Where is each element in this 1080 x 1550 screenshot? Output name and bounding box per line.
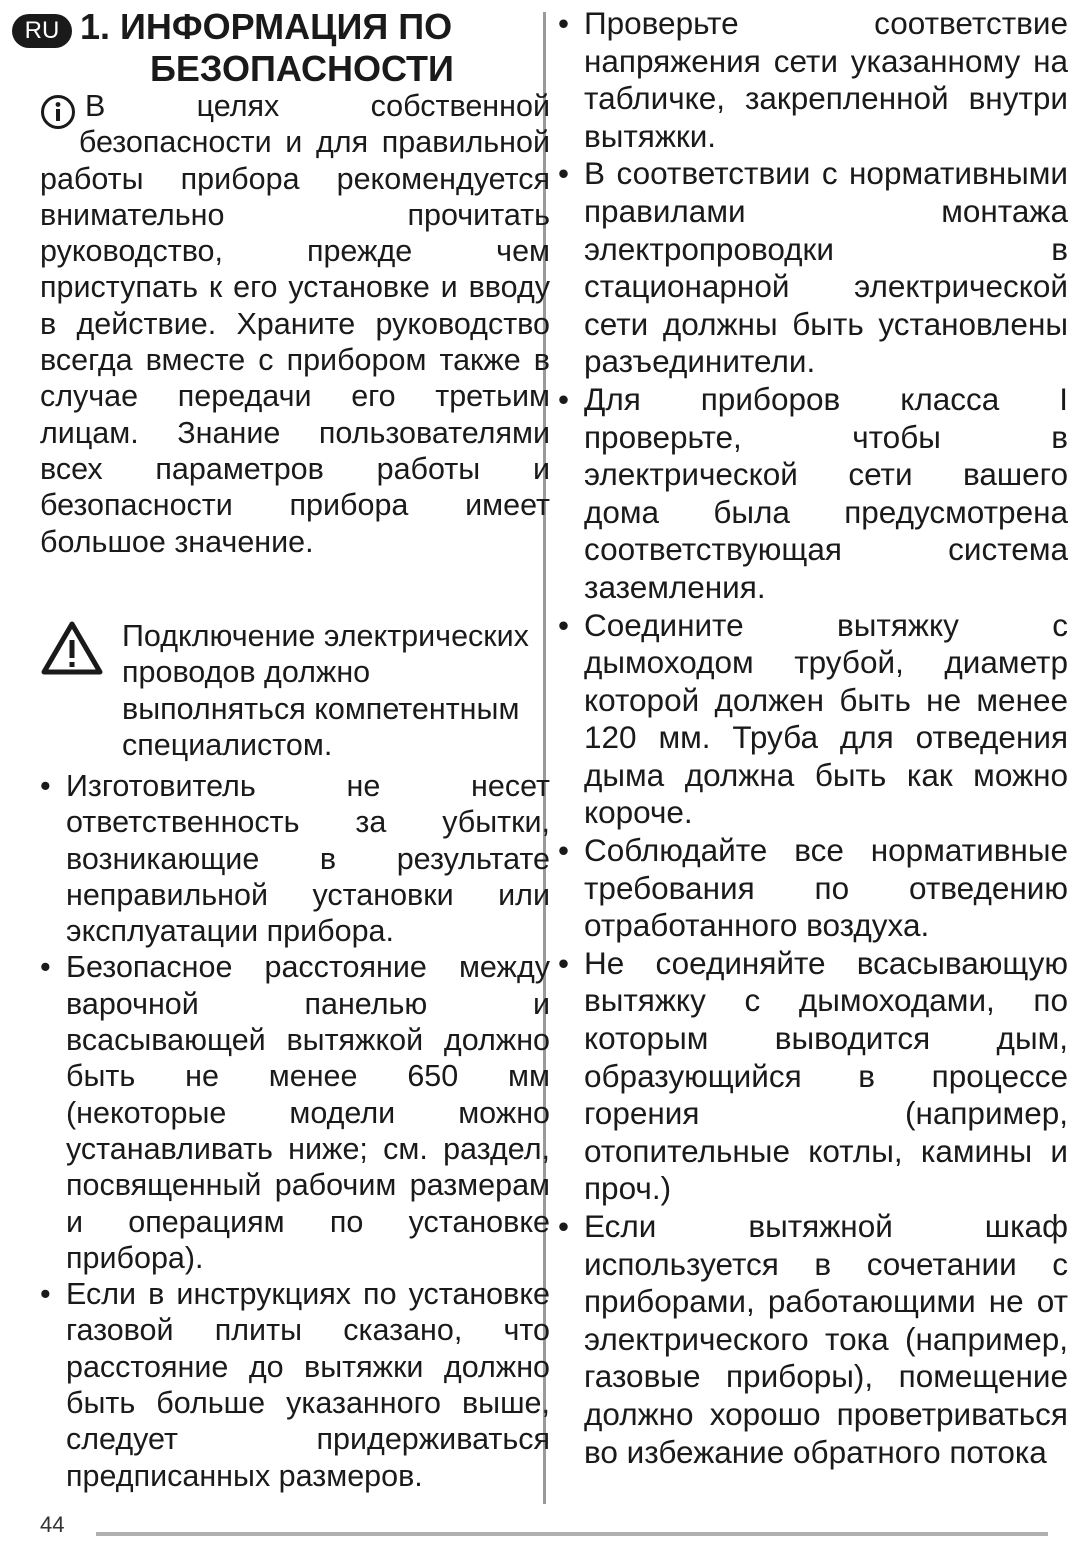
left-safety-list xyxy=(40,768,550,1494)
info-icon xyxy=(40,94,76,130)
warning-text: Подключение электрических проводов должно выполняться компетентным специалистом. xyxy=(122,619,529,762)
page-number: 44 xyxy=(40,1512,65,1537)
list-item: • Если вытяжной шкаф используется в сочетании с приборами, работающими не от электрического тока (например, газовые приборы), помещение должно хорошо проветриваться во избежание обратного потока xyxy=(584,1208,1068,1471)
list-item: • Изготовитель не несет ответственность за убытки, возникающие в результате неправильной установки или эксплуатации прибора. xyxy=(40,768,550,949)
footer-rule xyxy=(96,1532,1048,1536)
list-item: • Если в инструкциях по установке газовой плиты сказано, что расстояние до вытяжки должно быть больше указанного выше, следует придерживаться предписанных размеров. xyxy=(40,1276,550,1494)
list-item: • В соответствии с нормативными правилами монтажа электропроводки в стационарной электрической сети должны быть установлены разъединители. xyxy=(584,155,1068,381)
section-heading xyxy=(80,6,480,90)
list-item: • Соблюдайте все нормативные требования по отведению отработанного воздуха. xyxy=(584,832,1068,945)
list-item: • Не соединяйте всасывающую вытяжку с дымоходами, по которым выводится дым, образующийся в процессе горения (например, отопительные котлы, камины и проч.) xyxy=(584,945,1068,1208)
intro-block xyxy=(40,88,550,560)
warning-triangle-icon xyxy=(40,620,104,676)
list-item: • Проверьте соответствие напряжения сети указанному на табличке, закрепленной внутри вытяжки. xyxy=(584,5,1068,155)
list-item: • Безопасное расстояние между варочной панелью и всасывающей вытяжкой должно быть не менее 650 мм (некоторые модели можно устанавливать ниже; см. раздел, посвященный рабочим размерам и операциям по установке прибора). xyxy=(40,949,550,1276)
heading-line-1: 1. ИНФОРМАЦИЯ ПО xyxy=(80,6,453,47)
heading-line-2: БЕЗОПАСНОСТИ xyxy=(150,48,454,89)
list-item: • Для приборов класса I проверьте, чтобы в электрической сети вашего дома была предусмотрена соответствующая система заземления. xyxy=(584,381,1068,607)
language-badge: RU xyxy=(12,14,72,48)
list-item: • Соедините вытяжку с дымоходом трубой, диаметр которой должен быть не менее 120 мм. Труба для отведения дыма должна быть как можно короче. xyxy=(584,607,1068,833)
intro-text: В целях собственной безопасности и для правильной работы прибора рекомендуется внимательно прочитать руководство, прежде чем приступать к его установке и вводу в действие. Храните руководство всегда вместе с прибором также в случае передачи его третьим лицам. Знание пользователями всех параметров работы и безопасности прибора имеет большое значение. xyxy=(40,89,550,559)
right-safety-list xyxy=(584,5,1068,1471)
